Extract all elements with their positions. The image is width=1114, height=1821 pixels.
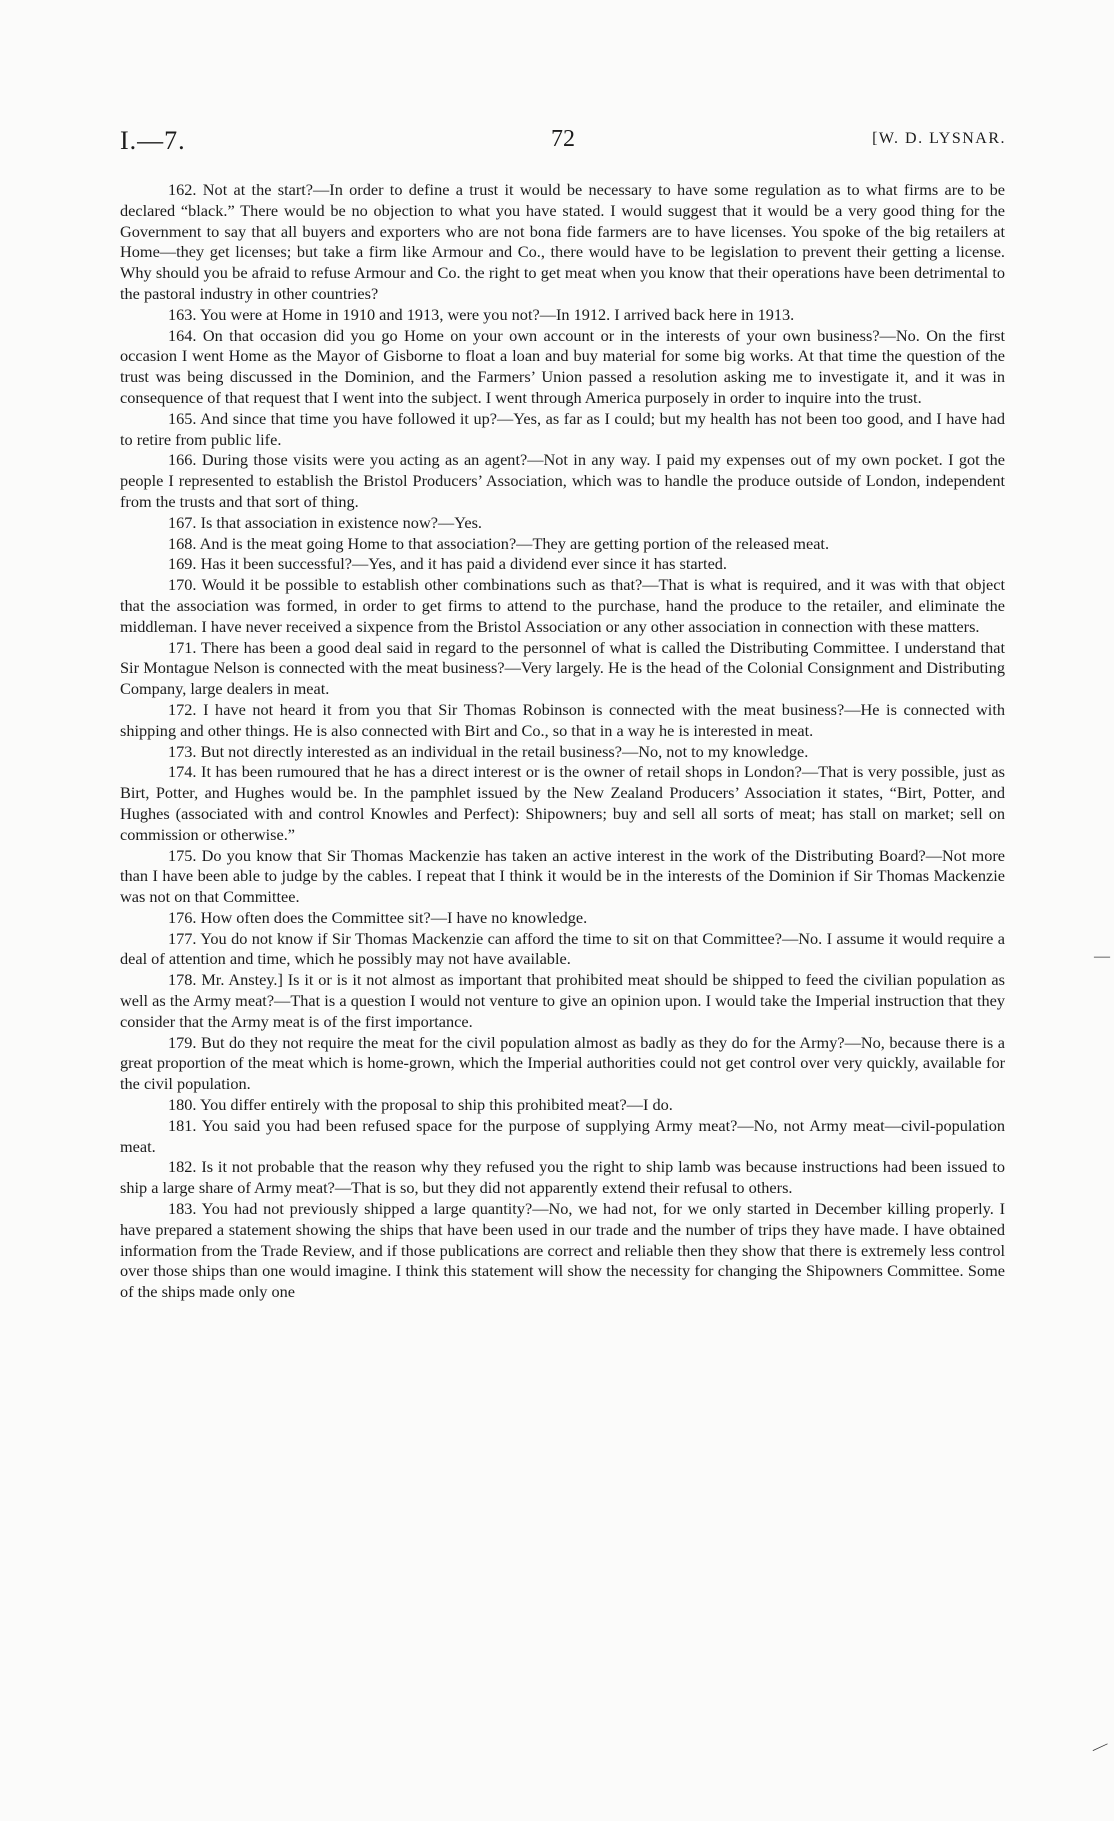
paragraph-171: 171. There has been a good deal said in regard to the personnel of what is called the Distributing Committee. I understand that Sir Montague Nelson is connected with the meat business?—Very largely. He is the head of the Colonial Consignment and Distributing Company, large dealers in meat.: [120, 637, 1005, 699]
page-number: 72: [551, 126, 575, 152]
paragraph-168: 168. And is the meat going Home to that association?—They are getting portion of the released meat.: [168, 533, 830, 553]
paragraph-163: 163. You were at Home in 1910 and 1913, were you not?—In 1912. I arrived back here in 1913.: [168, 304, 795, 324]
paragraph-162: 162. Not at the start?—In order to define a trust it would be necessary to have some regulation as to what firms are to be declared “black.” There would be no objection to what you have stated. I would suggest that it would be a very good thing for the Government to say that all buyers and exporters who are not bona fide farmers are to have licenses. You spoke of the big retailers at Home—they get licenses; but take a firm like Armour and Co., there would have to be legislation to prevent their getting a license. Why should you be afraid to refuse Armour and Co. the right to get meat when you know that their operations have been detrimental to the pastoral industry in other countries?: [120, 180, 1005, 303]
paragraph-167: 167. Is that association in existence now?—Yes.: [168, 512, 482, 532]
paragraph-178: 178. Mr. Anstey.] Is it or is it not almost as important that prohibited meat should be shipped to feed the civilian population as well as the Army meat?—That is a question I would not venture to give an opinion upon. I would take the Imperial instruction that they consider that the Army meat is of the first importance.: [120, 970, 1005, 1031]
margin-dash-mark: —: [1094, 948, 1110, 965]
page-header: [120, 124, 1006, 164]
paragraph-176: 176. How often does the Committee sit?—I have no knowledge.: [168, 907, 588, 927]
paper-reference: I.—7.: [120, 126, 186, 155]
paragraph-174: 174. It has been rumoured that he has a direct interest or is the owner of retail shops in London?—That is very possible, just as Birt, Potter, and Hughes would be. In the pamphlet issued by the New Zealand Producers’ Association it states, “Birt, Potter, and Hughes (associated with and control Knowles and Perfect): Shipowners; buy and sell all sorts of meat; has stall on market; sell on commission or otherwise.”: [120, 762, 1005, 844]
margin-slash-mark: —: [1088, 1735, 1111, 1758]
body-text: [120, 180, 1005, 1303]
paragraph-166: 166. During those visits were you acting as an agent?—Not in any way. I paid my expenses out of my own pocket. I got the people I represented to establish the Bristol Producers’ Association, which was to handle the produce outside of London, independent from the trusts and that sort of thing.: [120, 450, 1005, 511]
paragraph-175: 175. Do you know that Sir Thomas Mackenzie has taken an active interest in the work of the Distributing Board?—Not more than I have been able to judge by the cables. I repeat that I think it would be in the interests of the Dominion if Sir Thomas Mackenzie was not on that Committee.: [120, 845, 1005, 907]
witness-name: [W. D. LYSNAR.: [872, 130, 1006, 147]
paragraph-164: 164. On that occasion did you go Home on your own account or in the interests of your own business?—No. On the first occasion I went Home as the Mayor of Gisborne to float a loan and buy material for some big works. At that time the question of the trust was being discussed in the Dominion, and the Farmers’ Union passed a resolution asking me to investigate it, and it was in consequence of that request that I went into the subject. I went through America purposely in order to inquire into the trust.: [120, 325, 1005, 407]
paragraph-170: 170. Would it be possible to establish other combinations such as that?—That is what is required, and it was with that object that the association was formed, in order to get firms to attend to the purchase, hand the produce to the retailer, and eliminate the middleman. I have never received a sixpence from the Bristol Association or any other association in connection with these matters.: [120, 575, 1005, 636]
paragraph-180: 180. You differ entirely with the proposal to ship this prohibited meat?—I do.: [168, 1095, 673, 1115]
paragraph-183: 183. You had not previously shipped a large quantity?—No, we had not, for we only started in December killing properly. I have prepared a statement showing the ships that have been used in our trade and the number of trips they have made. I have obtained information from the Trade Review, and if those publications are correct and reliable then they show that there is extremely less control over those ships than one would imagine. I think this statement will show the necessity for changing the Shipowners Committee. Some of the ships made only one: [120, 1199, 1005, 1302]
paragraph-181: 181. You said you had been refused space for the purpose of supplying Army meat?—No, not Army meat—civil-population meat.: [120, 1115, 1005, 1156]
paragraph-177: 177. You do not know if Sir Thomas Mackenzie can afford the time to sit on that Committee?—No. I assume it would require a deal of attention and time, which he possibly may not have available.: [120, 928, 1005, 969]
paragraph-173: 173. But not directly interested as an individual in the retail business?—No, not to my knowledge.: [168, 741, 809, 761]
paragraph-172: 172. I have not heard it from you that Sir Thomas Robinson is connected with the meat business?—He is connected with shipping and other things. He is also connected with Birt and Co., so that in a way he is interested in meat.: [120, 699, 1005, 740]
paragraph-179: 179. But do they not require the meat for the civil population almost as badly as they do for the Army?—No, because there is a great proportion of the meat which is home-grown, which the Imperial authorities could not get control over very quickly, available for the civil population.: [120, 1032, 1005, 1094]
paragraph-165: 165. And since that time you have followed it up?—Yes, as far as I could; but my health has not been too good, and I have had to retire from public life.: [120, 408, 1005, 449]
paragraph-169: 169. Has it been successful?—Yes, and it has paid a dividend ever since it has started.: [168, 554, 728, 574]
paragraph-182: 182. Is it not probable that the reason why they refused you the right to ship lamb was because instructions had been issued to ship a large share of Army meat?—That is so, but they did not apparently extend their refusal to others.: [120, 1157, 1005, 1198]
